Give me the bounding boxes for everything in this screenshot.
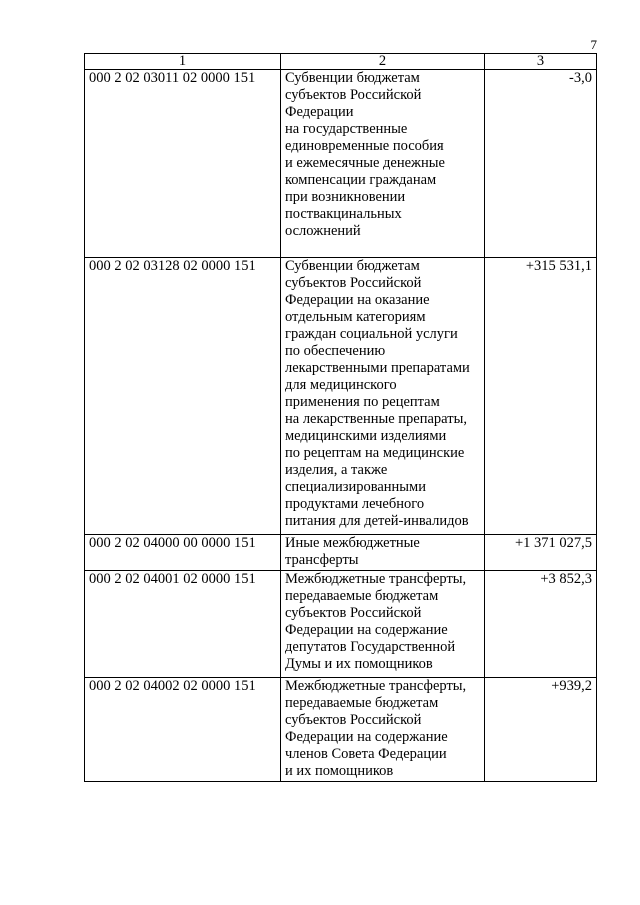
- table-row: [85, 70, 597, 258]
- budget-code-cell: 000 2 02 03128 02 0000 151: [85, 258, 281, 535]
- table-row: [85, 258, 597, 535]
- table-header-row: [85, 54, 597, 70]
- description-cell: Иные межбюджетные трансферты: [281, 535, 485, 571]
- description-cell: Субвенции бюджетам субъектов Российской Федерации на государственные единовременные пособия и ежемесячные денежные компенсации гражданам при возникновении поствакцинальных осложнений: [281, 70, 485, 258]
- column-header-2: 2: [281, 54, 485, 70]
- table-row: [85, 678, 597, 782]
- amount-cell: +1 371 027,5: [485, 535, 597, 571]
- description-cell: Субвенции бюджетам субъектов Российской Федерации на оказание отдельным категориям граждан социальной услуги по обеспечению лекарственными препаратами для медицинского применения по рецептам на лекарственные препараты, медицинскими изделиями по рецептам на медицинские изделия, а также специализированными продуктами лечебного питания для детей-инвалидов: [281, 258, 485, 535]
- amount-cell: -3,0: [485, 70, 597, 258]
- table-row: [85, 535, 597, 571]
- page-number: 7: [590, 37, 597, 52]
- budget-table: [84, 53, 597, 782]
- budget-code-cell: 000 2 02 04002 02 0000 151: [85, 678, 281, 782]
- description-cell: Межбюджетные трансферты, передаваемые бюджетам субъектов Российской Федерации на содержание членов Совета Федерации и их помощников: [281, 678, 485, 782]
- budget-code-cell: 000 2 02 04001 02 0000 151: [85, 571, 281, 678]
- description-cell: Межбюджетные трансферты, передаваемые бюджетам субъектов Российской Федерации на содержание депутатов Государственной Думы и их помощников: [281, 571, 485, 678]
- column-header-3: 3: [485, 54, 597, 70]
- budget-code-cell: 000 2 02 04000 00 0000 151: [85, 535, 281, 571]
- amount-cell: +315 531,1: [485, 258, 597, 535]
- amount-cell: +3 852,3: [485, 571, 597, 678]
- column-header-1: 1: [85, 54, 281, 70]
- budget-code-cell: 000 2 02 03011 02 0000 151: [85, 70, 281, 258]
- amount-cell: +939,2: [485, 678, 597, 782]
- table-row: [85, 571, 597, 678]
